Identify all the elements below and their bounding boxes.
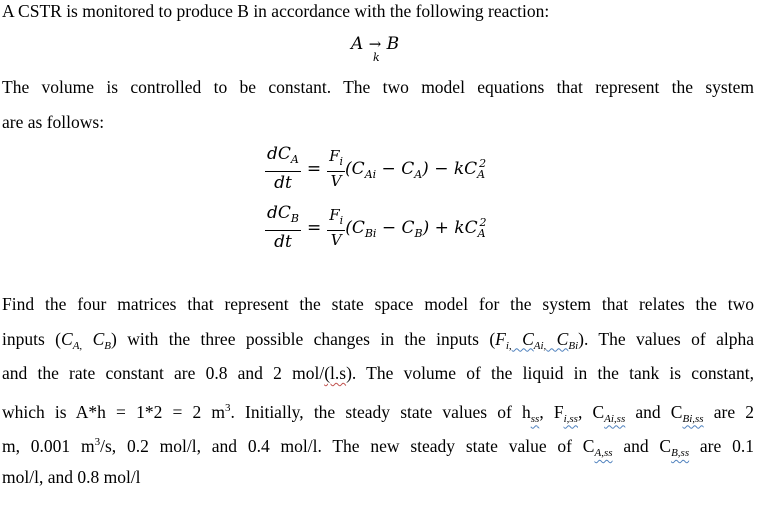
flow-ratio: $\frac{F_i}{V}$ [329,206,344,249]
equation-1-rhs: $(C_{Ai} - C_A) - kC_A^2$ [345,156,487,181]
equation-2: $\frac{dC_B}{dt}$ = $\frac{F_i}{V}$ $(C_{Bi} - C_B) + kC_A^2$ [267,203,487,252]
reaction-lhs: A [351,34,364,54]
problem-line-2: inputs ($C_{A,}$ $C_B$) with the three possible changes in the inputs ($F_{i,}$ $C_{Ai,}$ $C_{Bi}$). The values of alpha [2,328,754,352]
reaction [351,34,411,66]
reaction-rate: k [373,51,380,64]
derivative-cb: $\frac{dC_B}{dt}$ [267,203,299,252]
problem-paragraph [2,287,754,494]
equation-1: $\frac{dC_A}{dt}$ = $\frac{F_i}{V}$ $(C_{Ai} - C_A) - kC_A^2$ [267,144,487,193]
reaction-arrow: → [368,35,382,53]
volume-statement: The volume is controlled to be constant. The two model equations that represent the system are as follows: [2,77,754,132]
flow-ratio: $\frac{F_i}{V}$ [329,147,344,190]
derivative-ca: $\frac{dC_A}{dt}$ [267,144,299,193]
problem-line-1: Find the four matrices that represent the state space model for the system that relates the two [2,294,754,314]
equation-2-rhs: $(C_{Bi} - C_B) + kC_A^2$ [345,215,487,240]
reaction-rhs: B [386,34,400,54]
problem-line-5: m, 0.001 $m^3/s$, 0.2 mol/l, and 0.4 mol/l. The new steady state value of $C_{A,ss}$ and $C_{B,ss}$ are 0.1 [2,436,754,459]
problem-line-4: which is A*h = 1*2 = 2 $m^3$. Initially, the steady state values of $h_{ss}$, $F_{i,ss}$, $C_{Ai,ss}$ and $C_{Bi,ss}$ are 2 [2,401,754,425]
intro-text: A CSTR is monitored to produce B in accordance with the following reaction: [2,1,550,21]
problem-line-6: mol/l, and 0.8 mol/l [2,466,141,487]
problem-line-3: and the rate constant are 0.8 and 2 mol/(l.s). The volume of the liquid in the tank is constant, [2,363,754,383]
